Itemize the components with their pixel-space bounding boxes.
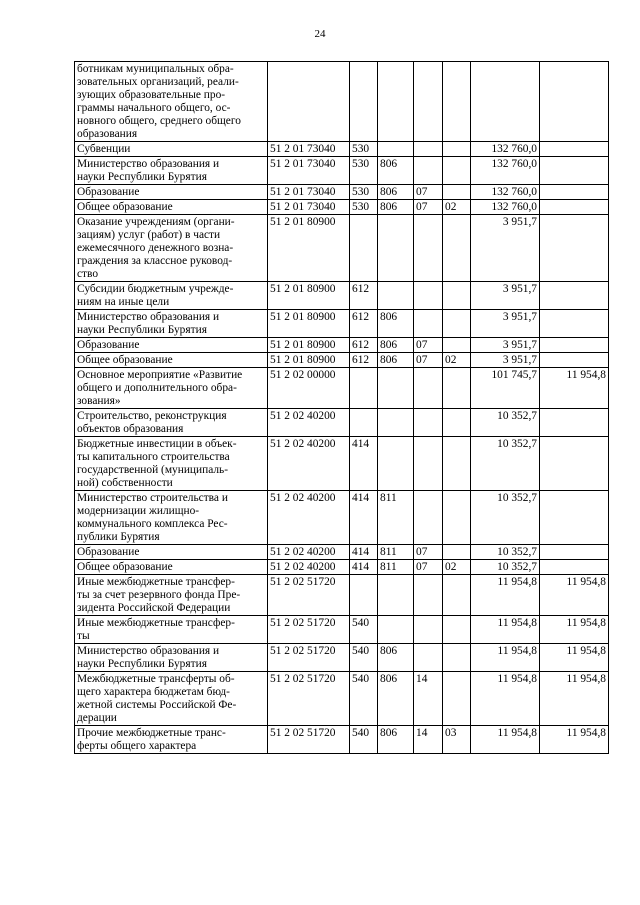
admin-code-cell xyxy=(378,437,414,491)
row-name-cell: Иные межбюджетные трансфер- ты xyxy=(75,616,268,644)
target-code-cell: 51 2 02 40200 xyxy=(268,560,350,575)
row-name-cell: Общее образование xyxy=(75,353,268,368)
target-code-cell: 51 2 02 00000 xyxy=(268,368,350,409)
admin-code-cell xyxy=(378,368,414,409)
row-name-cell: Оказание учреждениям (органи- зациям) услуг (работ) в части ежемесячного денежного возна- граждения за классное руковод- ство xyxy=(75,215,268,282)
federal-amount-cell: 11 954,8 xyxy=(540,726,609,754)
row-name-cell: Министерство образования и науки Республики Бурятия xyxy=(75,310,268,338)
row-name-cell: Бюджетные инвестиции в объек- ты капитального строительства государственной (муниципаль- ной) собственности xyxy=(75,437,268,491)
subsection-cell: 02 xyxy=(443,353,471,368)
subsection-cell xyxy=(443,616,471,644)
table-row xyxy=(75,282,609,310)
amount-cell: 10 352,7 xyxy=(471,409,540,437)
row-name-cell: Иные межбюджетные трансфер- ты за счет резервного фонда Пре- зидента Российской Федерации xyxy=(75,575,268,616)
target-code-cell: 51 2 02 51720 xyxy=(268,616,350,644)
section-cell: 07 xyxy=(414,185,443,200)
federal-amount-cell xyxy=(540,310,609,338)
amount-cell: 3 951,7 xyxy=(471,215,540,282)
row-name-cell: Субвенции xyxy=(75,142,268,157)
table-row xyxy=(75,409,609,437)
table-row xyxy=(75,726,609,754)
federal-amount-cell xyxy=(540,491,609,545)
table-row xyxy=(75,62,609,142)
row-name-cell: Образование xyxy=(75,185,268,200)
federal-amount-cell xyxy=(540,157,609,185)
table-row xyxy=(75,644,609,672)
subsection-cell xyxy=(443,409,471,437)
target-code-cell: 51 2 02 51720 xyxy=(268,575,350,616)
expense-type-cell: 530 xyxy=(350,142,378,157)
target-code-cell: 51 2 01 73040 xyxy=(268,200,350,215)
admin-code-cell xyxy=(378,62,414,142)
expense-type-cell: 414 xyxy=(350,437,378,491)
table-row xyxy=(75,215,609,282)
amount-cell xyxy=(471,62,540,142)
expense-type-cell: 612 xyxy=(350,353,378,368)
amount-cell: 10 352,7 xyxy=(471,491,540,545)
subsection-cell xyxy=(443,282,471,310)
table-body xyxy=(75,62,609,754)
admin-code-cell: 806 xyxy=(378,644,414,672)
amount-cell: 10 352,7 xyxy=(471,437,540,491)
federal-amount-cell xyxy=(540,437,609,491)
federal-amount-cell xyxy=(540,142,609,157)
page-number: 24 xyxy=(314,28,326,40)
table-row xyxy=(75,157,609,185)
section-cell xyxy=(414,437,443,491)
table-row xyxy=(75,353,609,368)
target-code-cell: 51 2 01 80900 xyxy=(268,338,350,353)
section-cell: 07 xyxy=(414,338,443,353)
row-name-cell: Прочие межбюджетные транс- ферты общего характера xyxy=(75,726,268,754)
admin-code-cell xyxy=(378,616,414,644)
subsection-cell xyxy=(443,62,471,142)
expense-type-cell: 540 xyxy=(350,616,378,644)
table-row xyxy=(75,200,609,215)
amount-cell: 11 954,8 xyxy=(471,616,540,644)
expense-type-cell: 612 xyxy=(350,282,378,310)
row-name-cell: Общее образование xyxy=(75,200,268,215)
row-name-cell: Министерство строительства и модернизации жилищно- коммунального комплекса Рес- публики Бурятия xyxy=(75,491,268,545)
table-row xyxy=(75,575,609,616)
row-name-cell: ботникам муниципальных обра- зовательных организаций, реали- зующих образовательные про- граммы начального общего, ос- новного общего, среднего общего образования xyxy=(75,62,268,142)
target-code-cell: 51 2 02 40200 xyxy=(268,545,350,560)
target-code-cell: 51 2 02 40200 xyxy=(268,437,350,491)
federal-amount-cell xyxy=(540,409,609,437)
admin-code-cell: 806 xyxy=(378,338,414,353)
subsection-cell xyxy=(443,491,471,545)
target-code-cell: 51 2 02 40200 xyxy=(268,491,350,545)
target-code-cell: 51 2 02 51720 xyxy=(268,644,350,672)
table-row xyxy=(75,616,609,644)
federal-amount-cell xyxy=(540,185,609,200)
subsection-cell xyxy=(443,185,471,200)
admin-code-cell: 806 xyxy=(378,200,414,215)
table-row xyxy=(75,437,609,491)
target-code-cell: 51 2 01 80900 xyxy=(268,353,350,368)
expense-type-cell: 414 xyxy=(350,560,378,575)
amount-cell: 132 760,0 xyxy=(471,142,540,157)
row-name-cell: Межбюджетные трансферты об- щего характера бюджетам бюд- жетной системы Российской Фе- дерации xyxy=(75,672,268,726)
section-cell: 07 xyxy=(414,560,443,575)
expense-type-cell xyxy=(350,409,378,437)
target-code-cell: 51 2 02 51720 xyxy=(268,672,350,726)
subsection-cell xyxy=(443,437,471,491)
federal-amount-cell xyxy=(540,545,609,560)
admin-code-cell xyxy=(378,215,414,282)
subsection-cell xyxy=(443,310,471,338)
row-name-cell: Строительство, реконструкция объектов образования xyxy=(75,409,268,437)
section-cell xyxy=(414,142,443,157)
subsection-cell: 02 xyxy=(443,200,471,215)
subsection-cell xyxy=(443,545,471,560)
amount-cell: 3 951,7 xyxy=(471,282,540,310)
expense-type-cell xyxy=(350,62,378,142)
expense-type-cell: 530 xyxy=(350,200,378,215)
admin-code-cell: 811 xyxy=(378,560,414,575)
section-cell xyxy=(414,62,443,142)
subsection-cell xyxy=(443,157,471,185)
amount-cell: 10 352,7 xyxy=(471,560,540,575)
amount-cell: 11 954,8 xyxy=(471,672,540,726)
federal-amount-cell: 11 954,8 xyxy=(540,644,609,672)
federal-amount-cell: 11 954,8 xyxy=(540,368,609,409)
section-cell xyxy=(414,282,443,310)
target-code-cell: 51 2 02 40200 xyxy=(268,409,350,437)
table-row xyxy=(75,491,609,545)
subsection-cell xyxy=(443,575,471,616)
admin-code-cell: 806 xyxy=(378,157,414,185)
amount-cell: 11 954,8 xyxy=(471,644,540,672)
expense-type-cell xyxy=(350,215,378,282)
expense-type-cell: 414 xyxy=(350,491,378,545)
subsection-cell xyxy=(443,338,471,353)
table-row xyxy=(75,185,609,200)
admin-code-cell: 806 xyxy=(378,726,414,754)
amount-cell: 132 760,0 xyxy=(471,185,540,200)
admin-code-cell: 806 xyxy=(378,353,414,368)
subsection-cell: 03 xyxy=(443,726,471,754)
expense-type-cell: 612 xyxy=(350,310,378,338)
expense-type-cell: 530 xyxy=(350,157,378,185)
section-cell xyxy=(414,409,443,437)
expense-type-cell xyxy=(350,575,378,616)
row-name-cell: Основное мероприятие «Развитие общего и дополнительного обра- зования» xyxy=(75,368,268,409)
section-cell xyxy=(414,616,443,644)
table-row xyxy=(75,310,609,338)
admin-code-cell: 806 xyxy=(378,185,414,200)
table-row xyxy=(75,545,609,560)
federal-amount-cell: 11 954,8 xyxy=(540,575,609,616)
table-row xyxy=(75,338,609,353)
federal-amount-cell: 11 954,8 xyxy=(540,672,609,726)
expense-type-cell: 612 xyxy=(350,338,378,353)
row-name-cell: Образование xyxy=(75,338,268,353)
target-code-cell: 51 2 01 73040 xyxy=(268,185,350,200)
expense-type-cell: 414 xyxy=(350,545,378,560)
section-cell: 07 xyxy=(414,200,443,215)
federal-amount-cell xyxy=(540,560,609,575)
target-code-cell: 51 2 01 80900 xyxy=(268,282,350,310)
subsection-cell xyxy=(443,368,471,409)
section-cell xyxy=(414,157,443,185)
expense-type-cell: 540 xyxy=(350,644,378,672)
amount-cell: 132 760,0 xyxy=(471,200,540,215)
table-row xyxy=(75,368,609,409)
table-row xyxy=(75,560,609,575)
section-cell xyxy=(414,310,443,338)
expense-type-cell: 530 xyxy=(350,185,378,200)
federal-amount-cell xyxy=(540,62,609,142)
federal-amount-cell xyxy=(540,200,609,215)
target-code-cell: 51 2 01 80900 xyxy=(268,215,350,282)
amount-cell: 3 951,7 xyxy=(471,353,540,368)
federal-amount-cell xyxy=(540,338,609,353)
expense-type-cell xyxy=(350,368,378,409)
amount-cell: 3 951,7 xyxy=(471,338,540,353)
section-cell: 07 xyxy=(414,545,443,560)
admin-code-cell: 806 xyxy=(378,672,414,726)
target-code-cell: 51 2 01 80900 xyxy=(268,310,350,338)
target-code-cell: 51 2 01 73040 xyxy=(268,157,350,185)
target-code-cell: 51 2 02 51720 xyxy=(268,726,350,754)
subsection-cell xyxy=(443,215,471,282)
budget-table xyxy=(74,61,609,754)
target-code-cell: 51 2 01 73040 xyxy=(268,142,350,157)
admin-code-cell xyxy=(378,282,414,310)
federal-amount-cell xyxy=(540,215,609,282)
subsection-cell: 02 xyxy=(443,560,471,575)
admin-code-cell xyxy=(378,142,414,157)
admin-code-cell: 806 xyxy=(378,310,414,338)
target-code-cell xyxy=(268,62,350,142)
amount-cell: 3 951,7 xyxy=(471,310,540,338)
section-cell xyxy=(414,215,443,282)
section-cell xyxy=(414,644,443,672)
federal-amount-cell: 11 954,8 xyxy=(540,616,609,644)
expense-type-cell: 540 xyxy=(350,726,378,754)
admin-code-cell xyxy=(378,409,414,437)
amount-cell: 10 352,7 xyxy=(471,545,540,560)
section-cell xyxy=(414,575,443,616)
section-cell xyxy=(414,491,443,545)
admin-code-cell xyxy=(378,575,414,616)
table-row xyxy=(75,142,609,157)
table-row xyxy=(75,672,609,726)
amount-cell: 11 954,8 xyxy=(471,575,540,616)
section-cell: 14 xyxy=(414,726,443,754)
section-cell: 14 xyxy=(414,672,443,726)
row-name-cell: Образование xyxy=(75,545,268,560)
row-name-cell: Общее образование xyxy=(75,560,268,575)
section-cell xyxy=(414,368,443,409)
federal-amount-cell xyxy=(540,353,609,368)
amount-cell: 132 760,0 xyxy=(471,157,540,185)
row-name-cell: Субсидии бюджетным учрежде- ниям на иные цели xyxy=(75,282,268,310)
row-name-cell: Министерство образования и науки Республики Бурятия xyxy=(75,157,268,185)
subsection-cell xyxy=(443,672,471,726)
subsection-cell xyxy=(443,644,471,672)
federal-amount-cell xyxy=(540,282,609,310)
admin-code-cell: 811 xyxy=(378,491,414,545)
section-cell: 07 xyxy=(414,353,443,368)
row-name-cell: Министерство образования и науки Республики Бурятия xyxy=(75,644,268,672)
admin-code-cell: 811 xyxy=(378,545,414,560)
expense-type-cell: 540 xyxy=(350,672,378,726)
subsection-cell xyxy=(443,142,471,157)
amount-cell: 11 954,8 xyxy=(471,726,540,754)
amount-cell: 101 745,7 xyxy=(471,368,540,409)
